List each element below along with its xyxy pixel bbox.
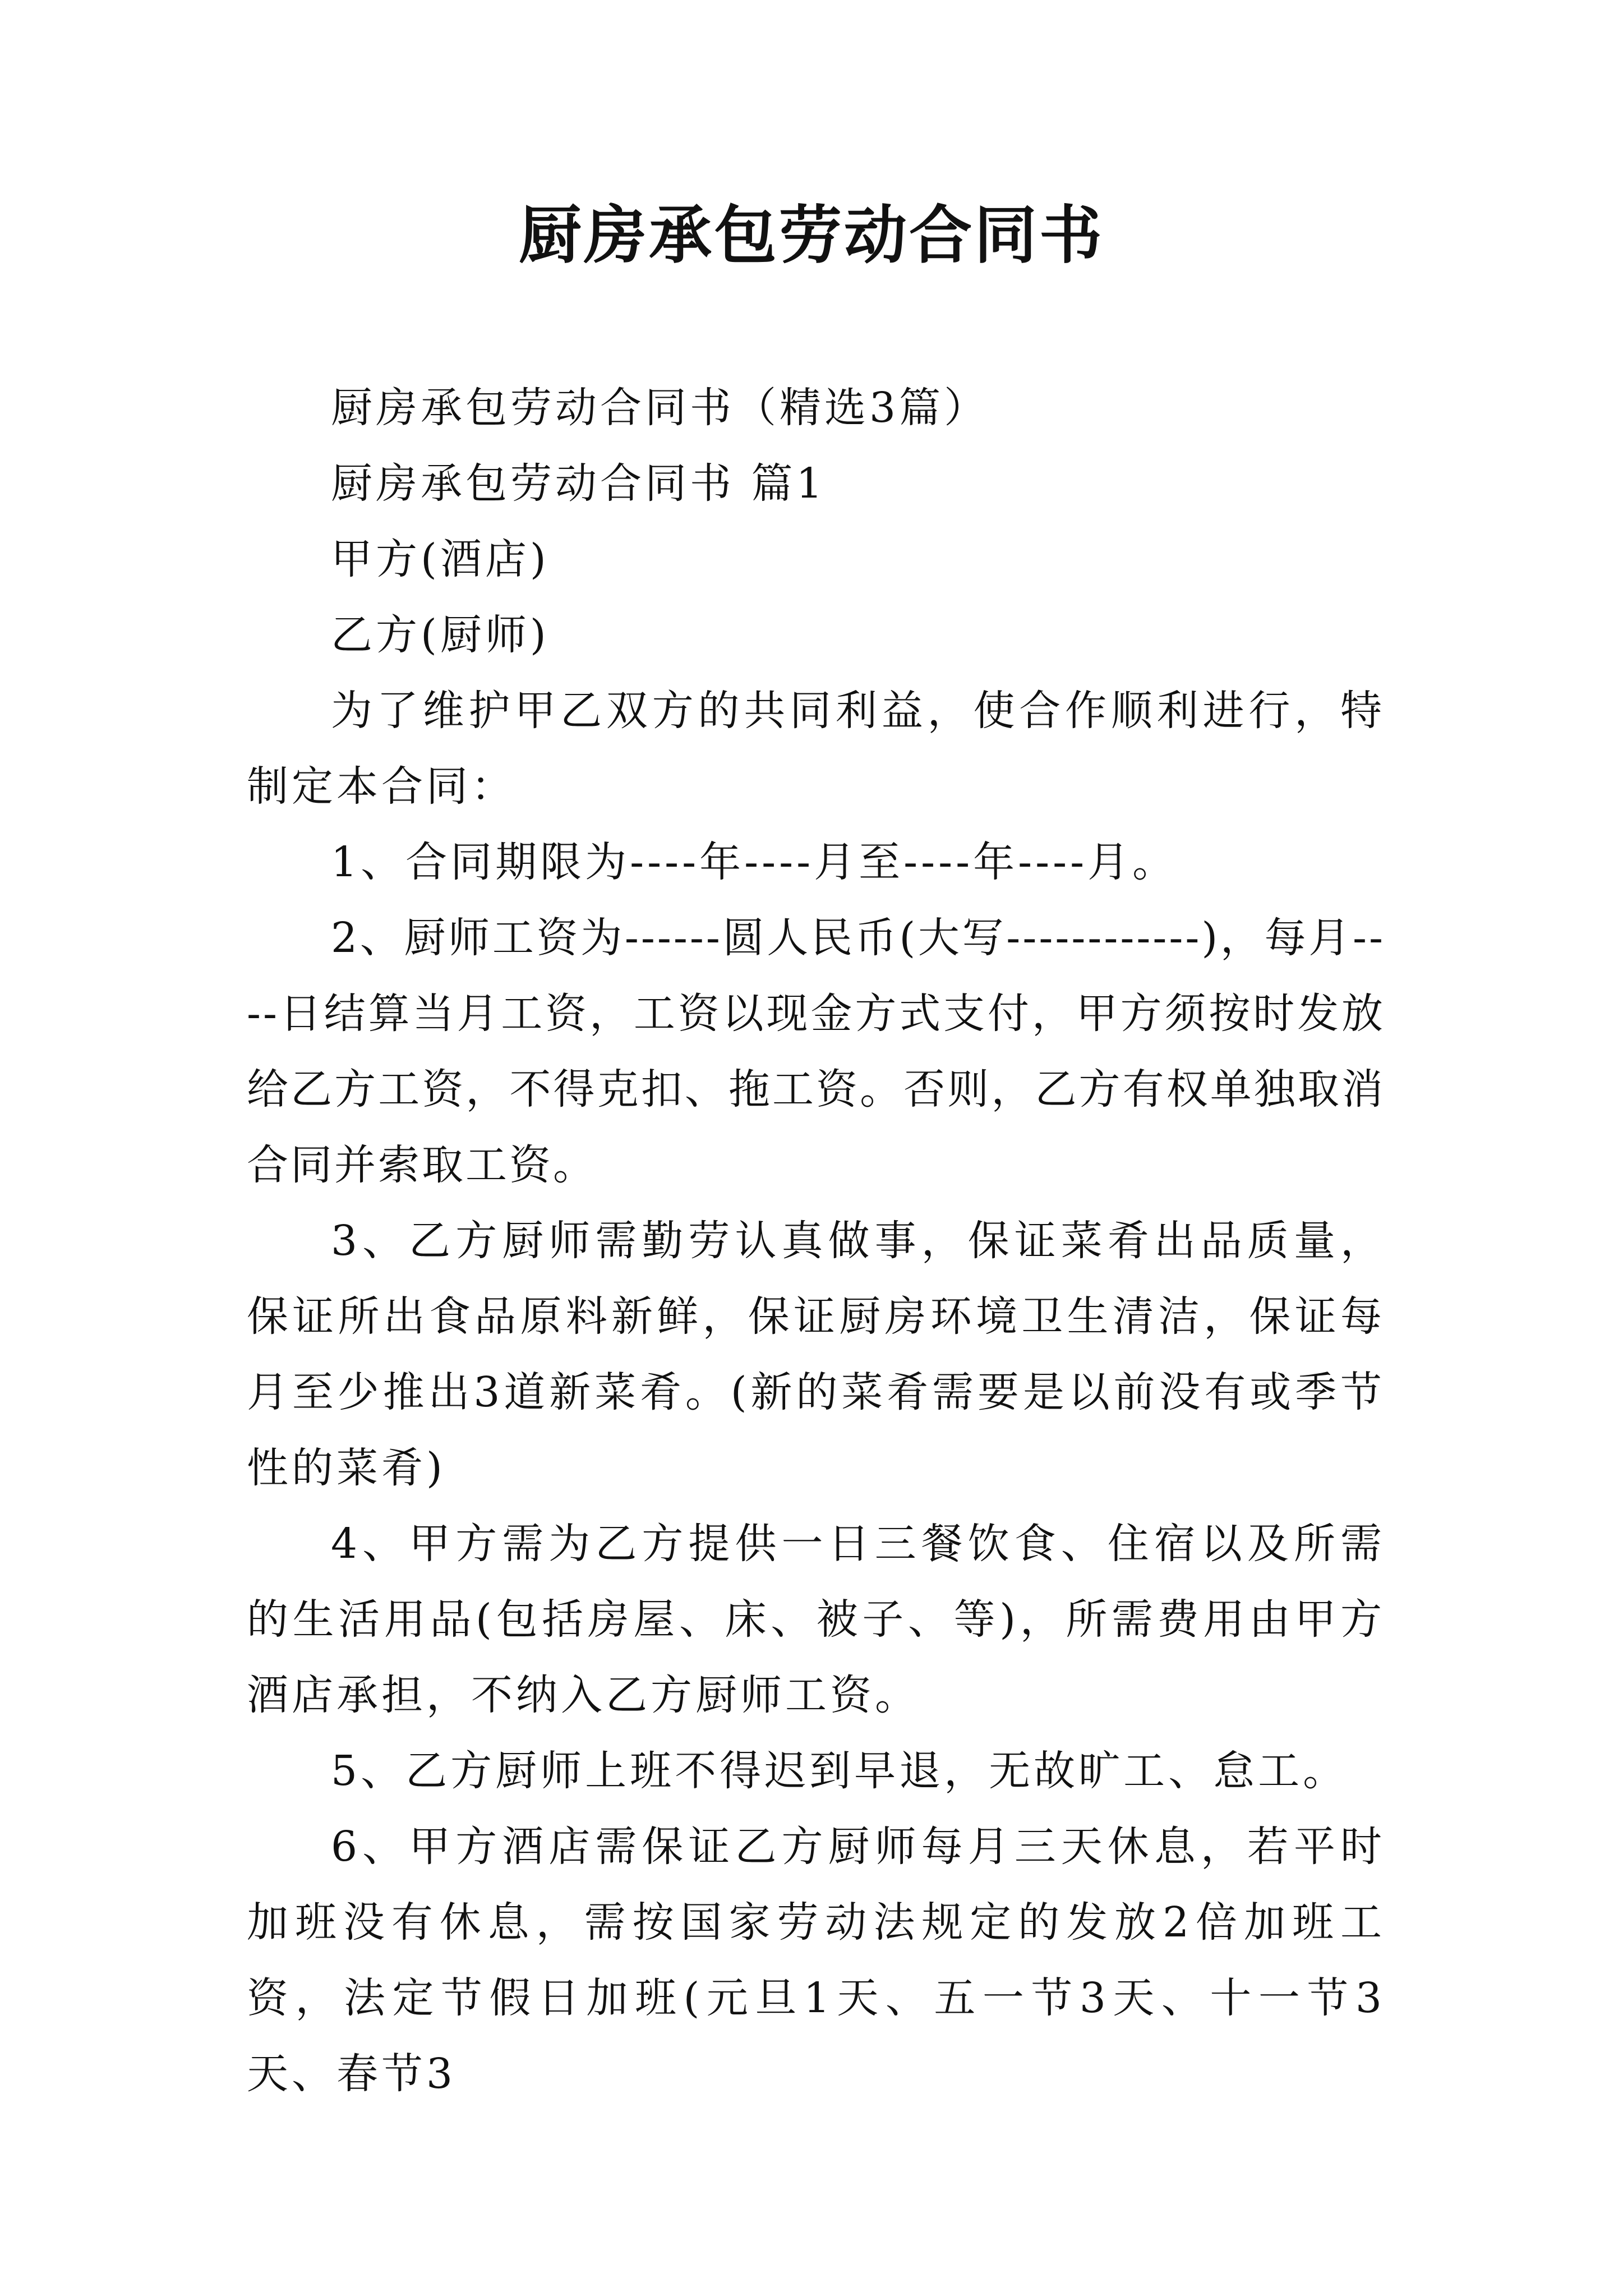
- paragraph-clause-1: 1、合同期限为----年----月至----年----月。: [331, 838, 1178, 886]
- paragraph-clause-6: 6、甲方酒店需保证乙方厨师每月三天休息，若平时加班没有休息，需按国家劳动法规定的发放2倍加班工资，法定节假日加班(元旦1天、五一节3天、十一节3天、春节3: [247, 1823, 1385, 2098]
- paragraph-subtitle: 厨房承包劳动合同书（精选3篇）: [331, 384, 989, 432]
- document-body: [247, 370, 1385, 2112]
- paragraph-party-a: 甲方(酒店): [331, 535, 550, 583]
- paragraph-party-b: 乙方(厨师): [331, 611, 550, 659]
- paragraph-clause-5: 5、乙方厨师上班不得迟到早退，无故旷工、怠工。: [331, 1747, 1348, 1795]
- paragraph-clause-2: 2、厨师工资为------圆人民币(大写------------)，每月----日结算当月工资，工资以现金方式支付，甲方须按时发放给乙方工资，不得克扣、拖工资。否则，乙方有权单独取消合同并索取工资。: [247, 914, 1385, 1189]
- paragraph-clause-4: 4、甲方需为乙方提供一日三餐饮食、住宿以及所需的生活用品(包括房屋、床、被子、等)，所需费用由甲方酒店承担，不纳入乙方厨师工资。: [247, 1520, 1385, 1719]
- paragraph-section-heading: 厨房承包劳动合同书 篇1: [331, 459, 826, 508]
- document-title: 厨房承包劳动合同书: [519, 199, 1104, 272]
- paragraph-preamble: 为了维护甲乙双方的共同利益，使合作顺利进行，特制定本合同：: [247, 687, 1385, 811]
- paragraph-clause-3: 3、乙方厨师需勤劳认真做事，保证菜肴出品质量，保证所出食品原料新鲜，保证厨房环境卫生清洁，保证每月至少推出3道新菜肴。(新的菜肴需要是以前没有或季节性的菜肴): [247, 1217, 1385, 1492]
